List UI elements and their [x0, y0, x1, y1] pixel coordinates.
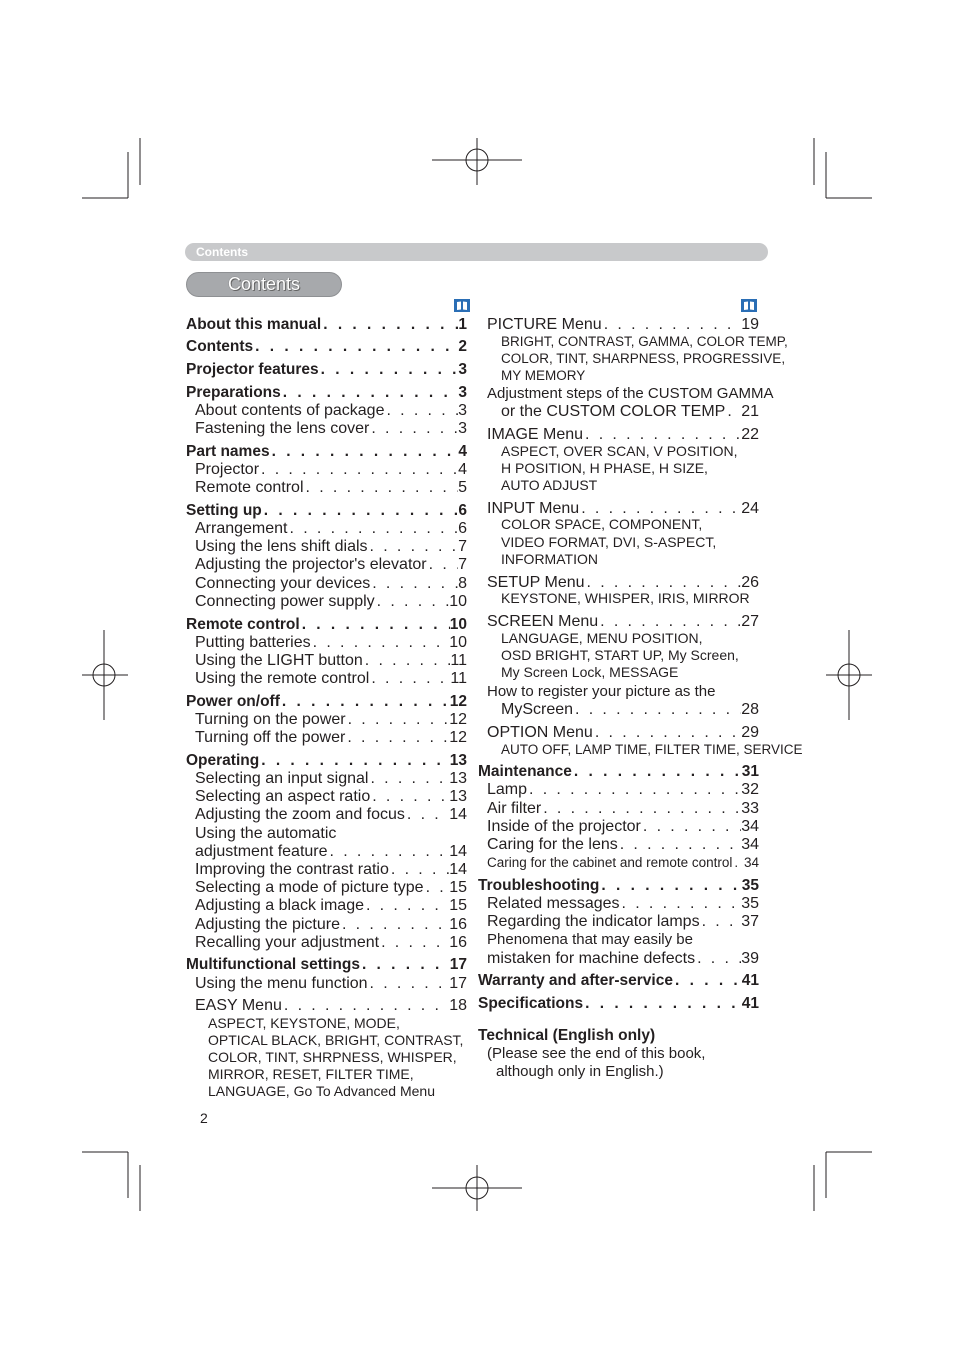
toc-page-number: 15 [449, 879, 467, 896]
toc-entry-title: Projector [195, 461, 260, 478]
toc-page-number: 18 [449, 997, 467, 1014]
menu-item-list: VIDEO FORMAT, DVI, S-ASPECT, [501, 534, 717, 550]
toc-entry [487, 613, 759, 631]
dot-leader [424, 879, 450, 897]
dot-leader [602, 316, 742, 334]
toc-page-number: 35 [741, 895, 759, 912]
toc-page-number: 17 [449, 956, 467, 973]
toc-entry-title: OPTION Menu [487, 724, 593, 741]
toc-entry [195, 538, 467, 556]
dot-leader [583, 995, 742, 1013]
dot-leader [300, 616, 450, 634]
toc-page-number: 4 [458, 443, 467, 460]
dot-leader [593, 724, 741, 742]
toc-entry [195, 934, 467, 952]
book-icon [741, 299, 757, 312]
toc-section-entry: Technical (English only) [478, 1027, 656, 1044]
toc-entry-title: Using the remote control [195, 670, 370, 687]
toc-note: (Please see the end of this book, [487, 1045, 706, 1062]
dot-leader [328, 843, 450, 861]
dot-leader [319, 361, 459, 379]
toc-page-number: 26 [741, 574, 759, 591]
toc-entry [487, 950, 759, 968]
toc-entry-title: Related messages [487, 895, 620, 912]
dot-leader [618, 836, 741, 854]
menu-item-list: ASPECT, OVER SCAN, V POSITION, [501, 443, 738, 459]
toc-page-number: 33 [741, 800, 759, 817]
toc-entry [195, 402, 467, 420]
toc-entry [195, 843, 467, 861]
toc-section-entry [478, 995, 759, 1013]
toc-entry [487, 836, 759, 854]
toc-page-number: 12 [449, 711, 467, 728]
dot-leader [695, 950, 741, 968]
toc-entry-title: Turning on the power [195, 711, 346, 728]
toc-page-number: 15 [449, 897, 467, 914]
toc-entry [195, 975, 467, 993]
toc-entry-title: Using the LIGHT button [195, 652, 363, 669]
toc-entry-title: Phenomena that may easily be [487, 931, 693, 948]
dot-leader [369, 670, 450, 688]
toc-entry-title: Using the lens shift dials [195, 538, 368, 555]
dot-leader [340, 916, 449, 934]
toc-section-entry [478, 972, 759, 990]
toc-page-number: 2 [458, 338, 467, 355]
toc-entry [195, 788, 467, 806]
toc-entry-title: Caring for the cabinet and remote control [487, 855, 733, 870]
toc-entry [195, 575, 467, 593]
toc-page-number: 10 [449, 634, 467, 651]
menu-item-list: MIRROR, RESET, FILTER TIME, [208, 1066, 414, 1082]
toc-section-entry [186, 443, 467, 461]
dot-leader [288, 520, 459, 538]
dot-leader [573, 701, 741, 719]
header-bar [185, 243, 768, 261]
dot-leader [311, 634, 450, 652]
toc-page-number: 41 [741, 972, 759, 989]
toc-entry-title: Adjusting a black image [195, 897, 364, 914]
toc-entry-title: How to register your picture as the [487, 683, 716, 700]
toc-entry [487, 818, 759, 836]
toc-entry-title: Using the automatic [195, 825, 337, 842]
toc-page-number: 14 [449, 843, 467, 860]
toc-entry [195, 670, 467, 688]
dot-leader [363, 652, 451, 670]
page-title: Contents [186, 272, 342, 297]
toc-entry [501, 403, 759, 421]
dot-leader [281, 384, 459, 402]
dot-leader [384, 402, 458, 420]
menu-item-list: AUTO OFF, LAMP TIME, FILTER TIME, SERVICE [501, 742, 803, 757]
toc-section-entry [478, 763, 759, 781]
toc-page-number: 4 [458, 461, 467, 478]
toc-entry-title: Warranty and after-service [478, 972, 673, 989]
toc-page-number: 10 [449, 593, 467, 610]
toc-entry-title: Adjusting the zoom and focus [195, 806, 405, 823]
toc-page-number: 6 [458, 502, 467, 519]
toc-page-number: 21 [741, 403, 759, 420]
toc-entry-title: MyScreen [501, 701, 574, 718]
toc-section-entry [186, 338, 467, 356]
menu-item-list: LANGUAGE, Go To Advanced Menu [208, 1083, 435, 1099]
toc-entry-title: Remote control [195, 479, 304, 496]
toc-page-number: 41 [741, 995, 759, 1012]
toc-entry-title: Adjusting the picture [195, 916, 340, 933]
toc-page-number: 3 [458, 402, 467, 419]
dot-leader [346, 711, 450, 729]
dot-leader [370, 575, 458, 593]
toc-page-number: 11 [450, 652, 467, 669]
toc-entry-title: About contents of package [195, 402, 385, 419]
toc-entry-title: INPUT Menu [487, 500, 580, 517]
toc-entry-title: Improving the contrast ratio [195, 861, 389, 878]
toc-page-number: 12 [449, 693, 467, 710]
menu-item-list: LANGUAGE, MENU POSITION, [501, 630, 703, 646]
toc-entry [195, 879, 467, 897]
toc-entry-title: About this manual [186, 316, 322, 333]
toc-section-entry [186, 502, 467, 520]
toc-entry-title: Maintenance [478, 763, 572, 780]
page-number: 2 [200, 1110, 208, 1126]
toc-entry-title: Inside of the projector [487, 818, 641, 835]
dot-leader [345, 729, 449, 747]
toc-section-entry [478, 877, 759, 895]
dot-leader [405, 806, 449, 824]
dot-leader [280, 693, 450, 711]
dot-leader [368, 975, 450, 993]
toc-entry [195, 461, 467, 479]
toc-page-number: 27 [741, 613, 759, 630]
dot-leader [527, 781, 741, 799]
toc-page-number: 13 [449, 770, 467, 787]
toc-entry [487, 913, 759, 931]
toc-entry [195, 520, 467, 538]
toc-entry [487, 895, 759, 913]
toc-entry-title: Setting up [186, 502, 262, 519]
dot-leader [304, 479, 459, 497]
menu-item-list: OSD BRIGHT, START UP, My Screen, [501, 647, 739, 663]
toc-section-entry [186, 616, 467, 634]
dot-leader [389, 861, 449, 879]
toc-entry [195, 897, 467, 915]
toc-page-number: 35 [741, 877, 759, 894]
toc-entry [195, 729, 467, 747]
toc-entry-title: Arrangement [195, 520, 288, 537]
menu-item-list: COLOR, TINT, SHARPNESS, PROGRESSIVE, [501, 351, 786, 366]
toc-entry-title: SETUP Menu [487, 574, 585, 591]
dot-leader [369, 420, 458, 438]
toc-entry [195, 806, 467, 824]
toc-entry-title: mistaken for machine defects [487, 950, 696, 967]
toc-entry-title: Selecting an aspect ratio [195, 788, 371, 805]
toc-page-number: 34 [743, 855, 759, 870]
toc-page-number: 3 [458, 384, 467, 401]
toc-entry-title: Preparations [186, 384, 281, 401]
toc-entry [487, 854, 759, 872]
toc-entry-title: Connecting power supply [195, 593, 375, 610]
toc-entry-title: Operating [186, 752, 260, 769]
dot-leader [259, 461, 458, 479]
toc-entry [195, 593, 467, 611]
toc-entry [195, 479, 467, 497]
menu-item-list: KEYSTONE, WHISPER, IRIS, MIRROR [501, 590, 750, 606]
dot-leader [427, 556, 458, 574]
menu-item-list: INFORMATION [501, 551, 598, 567]
toc-entry-title: PICTURE Menu [487, 316, 602, 333]
dot-leader [620, 895, 742, 913]
toc-page-number: 14 [449, 806, 467, 823]
toc-page-number: 1 [458, 316, 467, 333]
toc-page-number: 8 [458, 575, 467, 592]
dot-leader [253, 338, 458, 356]
toc-page-number: 32 [741, 781, 759, 798]
dot-leader [583, 426, 741, 444]
toc-page-number: 6 [458, 520, 467, 537]
menu-item-list: COLOR SPACE, COMPONENT, [501, 516, 703, 532]
toc-page-number: 13 [449, 752, 467, 769]
toc-section-entry [186, 316, 467, 334]
toc-entry-title: adjustment feature [195, 843, 328, 860]
toc-entry-title: Selecting an input signal [195, 770, 369, 787]
toc-entry-title: Fastening the lens cover [195, 420, 370, 437]
toc-page-number: 11 [450, 670, 467, 687]
toc-entry-title: Adjusting the projector's elevator [195, 556, 427, 573]
dot-leader [379, 934, 449, 952]
toc-entry-title: Using the menu function [195, 975, 368, 992]
toc-entry [195, 770, 467, 788]
toc-entry-title: EASY Menu [195, 997, 282, 1014]
toc-entry-title: or the CUSTOM COLOR TEMP [501, 403, 726, 420]
dot-leader [270, 443, 459, 461]
dot-leader [262, 502, 459, 520]
toc-entry-title: Air filter [487, 800, 542, 817]
dot-leader [641, 818, 741, 836]
toc-entry-title: Part names [186, 443, 270, 460]
toc-entry-title: Turning off the power [195, 729, 346, 746]
toc-page-number: 24 [741, 500, 759, 517]
toc-page-number: 29 [741, 724, 759, 741]
dot-leader [375, 593, 450, 611]
toc-entry [195, 652, 467, 670]
dot-leader [572, 763, 742, 781]
toc-page-number: 7 [458, 538, 467, 555]
menu-item-list: BRIGHT, CONTRAST, GAMMA, COLOR TEMP, [501, 334, 788, 349]
toc-entry [195, 711, 467, 729]
toc-entry [487, 781, 759, 799]
dot-leader [541, 800, 741, 818]
dot-leader [368, 770, 449, 788]
toc-entry-title: Remote control [186, 616, 300, 633]
dot-leader [370, 788, 449, 806]
toc-page-number: 16 [449, 934, 467, 951]
toc-entry-title: Specifications [478, 995, 584, 1012]
toc-entry [195, 556, 467, 574]
toc-section-entry [186, 956, 467, 974]
toc-page-number: 34 [741, 818, 759, 835]
dot-leader [321, 316, 458, 334]
menu-item-list: MY MEMORY [501, 368, 586, 383]
menu-item-list: My Screen Lock, MESSAGE [501, 664, 679, 680]
dot-leader [599, 877, 741, 895]
dot-leader [259, 752, 450, 770]
toc-entry [487, 316, 759, 334]
menu-item-list: OPTICAL BLACK, BRIGHT, CONTRAST, [208, 1032, 464, 1048]
toc-page-number: 7 [458, 556, 467, 573]
toc-entry [195, 861, 467, 879]
toc-entry [487, 426, 759, 444]
toc-page-number: 3 [458, 420, 467, 437]
toc-page-number: 31 [741, 763, 759, 780]
toc-entry-title: Troubleshooting [478, 877, 600, 894]
toc-entry-title: Putting batteries [195, 634, 311, 651]
header-label: Contents [196, 245, 248, 259]
toc-entry [195, 916, 467, 934]
toc-entry-title: Multifunctional settings [186, 956, 360, 973]
toc-page-number: 5 [458, 479, 467, 496]
toc-page-number: 16 [449, 916, 467, 933]
dot-leader [673, 972, 742, 990]
toc-entry-title: Projector features [186, 361, 319, 378]
toc-page-number: 19 [741, 316, 759, 333]
toc-entry-title: Connecting your devices [195, 575, 371, 592]
toc-page-number: 34 [741, 836, 759, 853]
toc-entry-title: IMAGE Menu [487, 426, 584, 443]
dot-leader [725, 403, 741, 421]
toc-entry [195, 825, 467, 843]
menu-item-list: COLOR, TINT, SHRPNESS, WHISPER, [208, 1049, 457, 1065]
toc-entry [195, 997, 467, 1015]
toc-entry-title: Caring for the lens [487, 836, 618, 853]
toc-page-number: 37 [741, 913, 759, 930]
dot-leader [700, 913, 742, 931]
toc-section-entry [186, 361, 467, 379]
toc-entry [487, 800, 759, 818]
book-icon [454, 299, 470, 312]
toc-entry [195, 420, 467, 438]
toc-page-number: 22 [741, 426, 759, 443]
toc-page-number: 14 [449, 861, 467, 878]
dot-leader [598, 613, 741, 631]
toc-page-number: 13 [449, 788, 467, 805]
toc-section-entry [186, 384, 467, 402]
toc-entry [487, 724, 759, 742]
dot-leader [360, 956, 450, 974]
menu-item-list: AUTO ADJUST [501, 477, 598, 493]
toc-entry [501, 701, 759, 719]
toc-section-entry [186, 693, 467, 711]
dot-leader [368, 538, 459, 556]
toc-entry-title: Contents [186, 338, 254, 355]
toc-entry-title: Selecting a mode of picture type [195, 879, 424, 896]
toc-page-number: 10 [449, 616, 467, 633]
toc-page-number: 28 [741, 701, 759, 718]
toc-entry-title: SCREEN Menu [487, 613, 599, 630]
toc-entry-title: Recalling your adjustment [195, 934, 380, 951]
toc-page-number: 39 [741, 950, 759, 967]
dot-leader [364, 897, 449, 915]
menu-item-list: H POSITION, H PHASE, H SIZE, [501, 460, 708, 476]
dot-leader [732, 854, 744, 872]
toc-entry-title: Adjustment steps of the CUSTOM GAMMA [487, 385, 774, 402]
toc-page-number: 12 [449, 729, 467, 746]
toc-note: although only in English.) [496, 1063, 664, 1080]
menu-item-list: ASPECT, KEYSTONE, MODE, [208, 1015, 400, 1031]
toc-page-number: 3 [458, 361, 467, 378]
toc-page-number: 17 [449, 975, 467, 992]
toc-entry-title: Power on/off [186, 693, 280, 710]
toc-entry [195, 634, 467, 652]
dot-leader [282, 997, 449, 1015]
toc-entry-title: Lamp [487, 781, 528, 798]
toc-section-entry [186, 752, 467, 770]
toc-entry-title: Regarding the indicator lamps [487, 913, 700, 930]
